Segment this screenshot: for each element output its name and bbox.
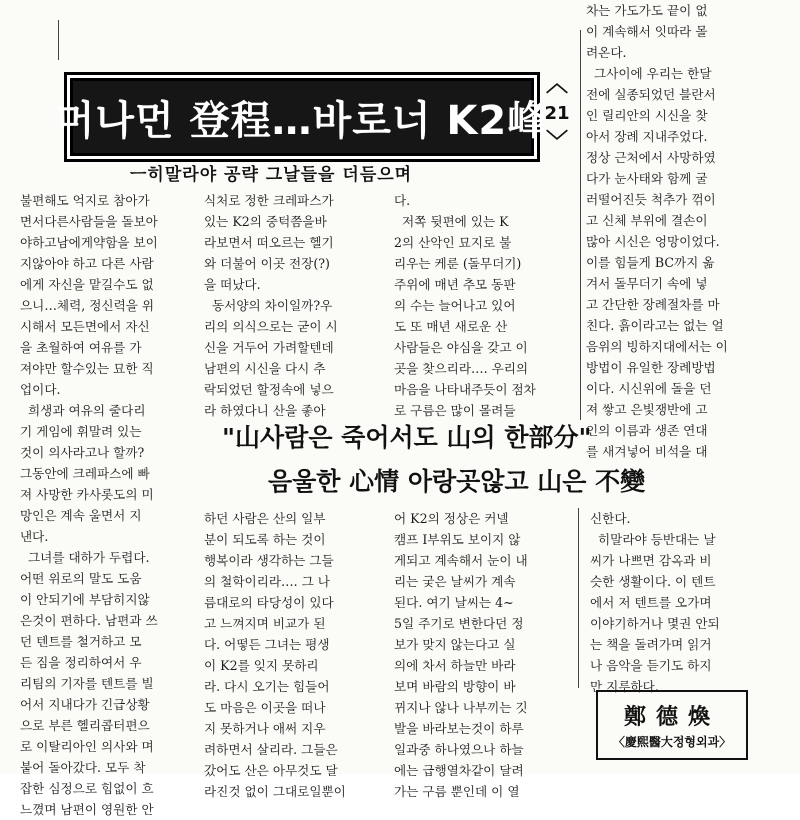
text-line: 려하면서 살리라. 그들은 — [204, 742, 338, 757]
text-line: 느꼈며 남편이 영원한 안 — [20, 802, 154, 817]
text-line: 음위의 빙하지대에서는 이 — [586, 339, 728, 354]
text-line: 5일 주기로 변한다던 정 — [394, 616, 524, 631]
text-line: 게되고 계속해서 눈이 내 — [394, 553, 528, 568]
author-affiliation: 〈慶熙醫大정형외과〉 — [612, 735, 732, 749]
text-line: 다가 눈사태와 함께 굴 — [586, 171, 708, 186]
text-line: 도 마음은 이곳을 떠나 — [204, 700, 326, 715]
text-line: 든 짐을 정리하여서 우 — [20, 655, 142, 670]
column-rule — [580, 30, 581, 420]
text-line: 로 이탈리아인 의사와 며 — [20, 739, 154, 754]
text-line: 이 계속해서 잇따라 몰 — [586, 24, 708, 39]
text-line: 그사이에 우리는 한달 — [586, 66, 712, 81]
text-line: 있는 K2의 중턱쯤을바 — [204, 214, 327, 229]
text-line: 락되었던 할정속에 넣으 — [204, 382, 334, 397]
text-line: 이다. 시신위에 돌을 던 — [586, 381, 712, 396]
text-line: 에는 급행열차같이 달려 — [394, 763, 524, 778]
headline-box — [55, 72, 549, 162]
text-line: 가는 구름 뿐인데 이 열 — [394, 784, 520, 799]
text-column-3-top — [394, 190, 574, 422]
text-line: 2의 산악인 묘지로 불 — [394, 235, 512, 250]
series-number-marker — [540, 74, 574, 154]
text-line: 아서 장례 지내주었다. — [586, 129, 708, 144]
text-line: 사람들은 야심을 갖고 이 — [394, 340, 528, 355]
text-line: 고 간단한 장례절차를 마 — [586, 297, 720, 312]
text-line: 져야만 할수있는 묘한 직 — [20, 361, 154, 376]
text-line: 만 지루하다. — [590, 679, 659, 694]
text-line: 으니…체력, 정신력을 위 — [20, 298, 155, 313]
text-line: 나 음악을 듣기도 하지 — [590, 658, 712, 673]
text-line: 는 책을 돌려가며 읽거 — [590, 637, 712, 652]
author-name: 鄭德煥 — [623, 705, 720, 730]
text-line: 고 느껴지며 비교가 된 — [204, 616, 326, 631]
text-line: 갔어도 산은 아무것도 달 — [204, 763, 338, 778]
text-line: 를 새겨넣어 비석을 대 — [586, 444, 708, 459]
text-line: 라진것 없이 그대로일뿐이 — [204, 784, 346, 799]
text-line: 망인은 계속 울면서 지 — [20, 508, 142, 523]
text-line: 기 게임에 휘말려 있는 — [20, 424, 142, 439]
text-line: 다. 어떻든 그녀는 평생 — [204, 637, 330, 652]
text-line: 름대로의 타당성이 있다 — [204, 595, 334, 610]
text-line: 의에 차서 하늘만 바라 — [394, 658, 516, 673]
text-line: 그녀를 대하가 두렵다. — [20, 550, 150, 565]
text-line: 리의 의식으로는 굳이 시 — [204, 319, 338, 334]
text-line: 을 초월하여 여유를 가 — [20, 340, 142, 355]
text-line: 고 신체 부위에 결손이 — [586, 213, 708, 228]
text-line: 어 K2의 정상은 커넬 — [394, 511, 509, 526]
text-line: 인 릴리안의 시신을 찾 — [586, 108, 708, 123]
text-line: 뀌지나 않나 나부끼는 깃 — [394, 700, 528, 715]
text-line: 식처로 정한 크레파스가 — [204, 193, 334, 208]
text-line: 신을 거두어 가려할텐데 — [204, 340, 334, 355]
text-line: 차는 가도가도 끝이 없 — [586, 3, 708, 18]
text-line: 붙어 돌아갔다. 모두 착 — [20, 760, 146, 775]
text-line: 져 쌓고 은빛쟁반에 고 — [586, 402, 708, 417]
text-line: 다. — [394, 193, 411, 208]
text-line: 로 구름은 많이 몰려들 — [394, 403, 516, 418]
text-line: 시해서 모든면에서 자신 — [20, 319, 150, 334]
text-line: 마음을 나타내주듯이 점차 — [394, 382, 536, 397]
text-line: 희생과 여유의 줄다리 — [20, 403, 146, 418]
text-line: 동서양의 차이일까?우 — [204, 298, 333, 313]
text-line: 에서 저 텐트를 오가며 — [590, 595, 712, 610]
text-line: 행복이라 생각하는 그들 — [204, 553, 334, 568]
byline-box — [596, 690, 748, 760]
text-line: 리팀의 기자를 텐트를 빌 — [20, 676, 154, 691]
text-line: 지 못하거나 애써 지우 — [204, 721, 326, 736]
text-line: 라보면서 떠오르는 헬기 — [204, 235, 334, 250]
text-line: 히말라야 등반대는 날 — [590, 532, 716, 547]
text-line: 보며 바람의 방향이 바 — [394, 679, 516, 694]
headline: 머나먼 登程…바로너 K2峰 — [55, 97, 549, 144]
text-line: 겨서 돌무더기 속에 넣 — [586, 276, 708, 291]
text-line: 어서 지내다가 긴급상황 — [20, 697, 150, 712]
text-line: 인의 이름과 생존 연대 — [586, 423, 708, 438]
text-line: 분이 되도록 하는 것이 — [204, 532, 326, 547]
text-line: 낸다. — [20, 529, 49, 544]
pull-quote-line-2: 음울한 心情 아랑곳않고 山은 不變 — [268, 467, 646, 496]
text-line: 라 하였다니 산을 좋아 — [204, 403, 326, 418]
text-line: 슷한 생활이다. 이 텐트 — [590, 574, 716, 589]
text-line: 도 또 매년 새로운 산 — [394, 319, 508, 334]
text-line: 이야기하거나 몇권 안되 — [590, 616, 720, 631]
text-line: 야하고남에게약함을 보이 — [20, 235, 158, 250]
text-line: 남편의 시신을 다시 추 — [204, 361, 326, 376]
series-number: 21 — [544, 103, 570, 124]
text-line: 면서다른사람들을 돌보아 — [20, 214, 158, 229]
text-line: 을 떠났다. — [204, 277, 261, 292]
text-line: 저쪽 뒷편에 있는 K — [394, 214, 509, 229]
text-line: 불편해도 억지로 참아가 — [20, 193, 150, 208]
text-column-3-bottom — [394, 508, 576, 799]
text-line: 발을 바라보는것이 하루 — [394, 721, 524, 736]
text-line: 지않아야 하고 다른 사람 — [20, 256, 154, 271]
text-line: 친다. 흙이라고는 없는 얼 — [586, 318, 724, 333]
text-line: 던 텐트를 철거하고 모 — [20, 634, 142, 649]
text-line: 하던 사람은 산의 일부 — [204, 511, 326, 526]
text-line: 라. 다시 오기는 힘들어 — [204, 679, 330, 694]
text-line: 많아 시신은 엉망이었다. — [586, 234, 720, 249]
text-line: 은것이 편하다. 남편과 쓰 — [20, 613, 158, 628]
column-rule — [58, 20, 59, 60]
pull-quote-line-1: "山사람은 죽어서도 山의 한部分" — [222, 423, 592, 452]
text-line: 이 안되기에 부담히지않 — [20, 592, 150, 607]
text-column-4-bottom — [590, 508, 780, 698]
subtitle: ㅡ히말라야 공략 그날들을 더듬으며 — [130, 165, 413, 185]
series-bracket-close: ﹀ — [545, 130, 568, 155]
text-line: 려온다. — [586, 45, 627, 60]
text-line: 전에 실종되었던 블란서 — [586, 87, 716, 102]
text-line: 이 K2를 잊지 못하리 — [204, 658, 319, 673]
text-line: 의 수는 늘어나고 있어 — [394, 298, 516, 313]
series-bracket-open: ︿ — [545, 72, 568, 97]
text-line: 캠프 Ⅰ부위도 보이지 않 — [394, 532, 521, 547]
text-column-1 — [20, 190, 204, 817]
text-line: 보가 맞지 않는다고 실 — [394, 637, 516, 652]
text-line: 어떤 위로의 말도 도움 — [20, 571, 142, 586]
text-column-4-top — [586, 0, 776, 462]
text-line: 것이 의사라고나 할까? — [20, 445, 145, 460]
text-line: 에게 자신을 맡길수도 없 — [20, 277, 154, 292]
text-line: 주위에 매년 추모 동판 — [394, 277, 516, 292]
text-line: 러떨어진듯 척추가 꺾이 — [586, 192, 716, 207]
text-line: 씨가 나쁘면 감옥과 비 — [590, 553, 712, 568]
text-line: 그동안에 크레파스에 빠 — [20, 466, 150, 481]
text-line: 의 철학이리라…. 그 나 — [204, 574, 330, 589]
column-rule — [578, 508, 579, 688]
text-line: 곳을 찾으리라…. 우리의 — [394, 361, 529, 376]
text-line: 이를 힘들게 BC까지 옮 — [586, 255, 715, 270]
text-line: 일과중 하나였으나 하늘 — [394, 742, 524, 757]
text-line: 정상 근처에서 사망하였 — [586, 150, 716, 165]
text-column-2-top — [204, 190, 384, 422]
text-column-2-bottom — [204, 508, 386, 799]
text-line: 된다. 여기 날씨는 4~ — [394, 595, 514, 610]
text-line: 리는 궂은 날씨가 계속 — [394, 574, 516, 589]
text-line: 져 사망한 카사롯도의 미 — [20, 487, 154, 502]
text-line: 방법이 유일한 장례방법 — [586, 360, 716, 375]
text-line: 으로 부른 헬리콥터편으 — [20, 718, 150, 733]
text-line: 신한다. — [590, 511, 631, 526]
text-line: 잡한 심정으로 힘없이 흐 — [20, 781, 154, 796]
text-line: 업이다. — [20, 382, 61, 397]
text-line: 와 더불어 이곳 전장(?) — [204, 256, 330, 271]
text-line: 리우는 케룬 (돌무더기) — [394, 256, 522, 271]
